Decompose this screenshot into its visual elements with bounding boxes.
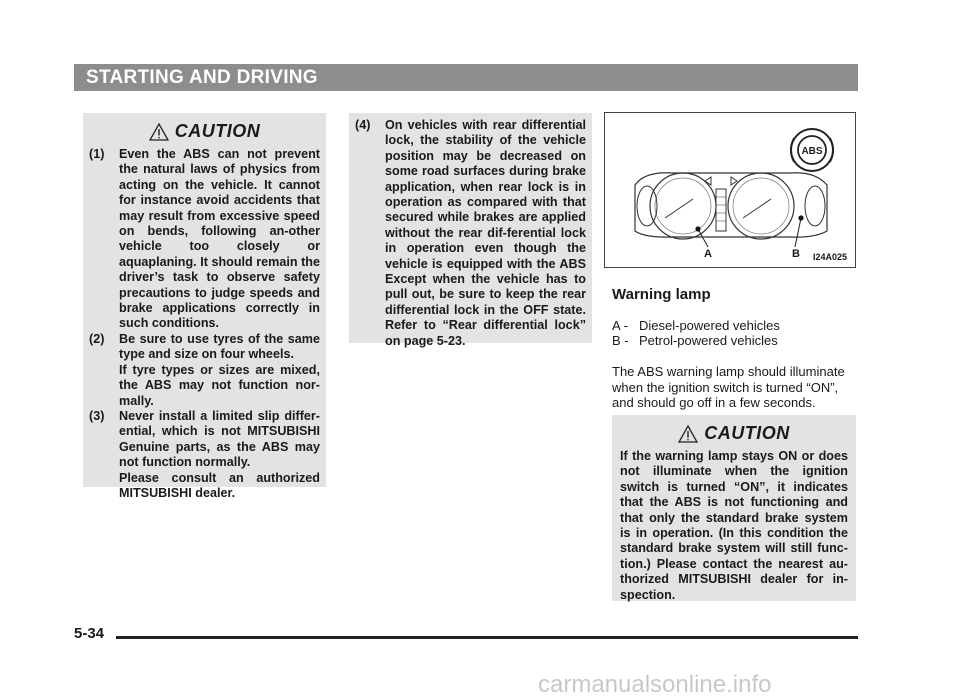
item-number: (3)	[89, 408, 105, 423]
item-extra-text: Please consult an authorized MITSUBISHI dealer.	[119, 470, 320, 500]
caution-item-4	[355, 118, 586, 349]
instrument-cluster-figure	[604, 112, 856, 268]
item-extra-text: If tyre types or sizes are mixed, the ABS may not function nor-mally.	[119, 362, 320, 408]
caution-heading	[620, 421, 848, 447]
figure-label-a: A	[704, 248, 712, 260]
footer-rule	[116, 636, 858, 639]
item-text: Even the ABS can not prevent the natural laws of physics from acting on the vehicle. It cannot for instance avoid accidents that may result from excessive speed on bends, following an-other vehicle too closely or aquaplaning. It should remain the driver’s task to observe safety precautions to judge speeds and brake applications correctly in such conditions.	[119, 147, 320, 331]
item-number: (1)	[89, 147, 105, 161]
legend-row	[612, 318, 780, 333]
section-header-bar	[74, 64, 858, 91]
caution-text: If the warning lamp stays ON or does not illuminate when the ignition switch is turned “ON”, it indicates that the ABS is not functioning and that only the standard brake system is in operation. (In this condition the standard brake system will still func-tion.) Please contact the nearest au-thorized MITSUBISHI dealer for in-spection.	[620, 449, 848, 602]
figure-code: I24A025	[812, 252, 847, 262]
legend-text: Petrol-powered vehicles	[639, 333, 778, 348]
legend-text: Diesel-powered vehicles	[639, 318, 780, 333]
item-number: (4)	[355, 118, 371, 132]
item-text: On vehicles with rear differential lock, the stability of the vehicle position may be decreased on some road surfaces during brake application, when rear lock is in operation as compared with that secured while brakes are applied without the rear dif-ferential lock in operation even though the vehicle is equipped with the ABS Except when the vehicle has to pull out, be sure to keep the rear differential lock in the OFF state. Refer to “Rear differential lock” on page 5-23.	[385, 118, 586, 348]
item-number: (2)	[89, 331, 105, 346]
item-text: Be sure to use tyres of the same type and size on four wheels.	[119, 331, 320, 362]
caution-item-2	[89, 332, 320, 409]
figure-legend	[612, 318, 780, 348]
caution-box-right	[612, 415, 856, 601]
legend-key: A -	[612, 318, 628, 333]
legend-row	[612, 333, 780, 348]
abs-symbol-text: ABS	[801, 146, 823, 157]
legend-key: B -	[612, 333, 629, 348]
warning-lamp-paragraph: The ABS warning lamp should illuminate when the ignition switch is turned “ON”, and should go off in a few seconds.	[612, 364, 845, 410]
caution-box-left	[83, 113, 326, 500]
figure-label-b: B	[792, 248, 800, 260]
warning-triangle-icon	[678, 425, 698, 443]
page-number: 5-34	[74, 625, 105, 642]
item-text: Never install a limited slip differ-ential, which is not MITSUBISHI Genuine parts, as the ABS may not function normally.	[119, 408, 320, 470]
caution-box-middle	[349, 113, 592, 348]
watermark-text: carmanualsonline.info	[538, 671, 772, 698]
caution-label: CAUTION	[704, 423, 790, 444]
warning-lamp-title: Warning lamp	[612, 286, 711, 303]
warning-triangle-icon	[149, 123, 169, 141]
caution-item-3	[89, 409, 320, 501]
caution-label: CAUTION	[174, 121, 261, 142]
section-title: STARTING AND DRIVING	[86, 67, 318, 88]
instrument-cluster-illustration	[605, 113, 856, 268]
abs-warning-symbol-icon	[791, 129, 833, 171]
caution-heading	[89, 119, 320, 145]
caution-item-1	[89, 147, 320, 332]
